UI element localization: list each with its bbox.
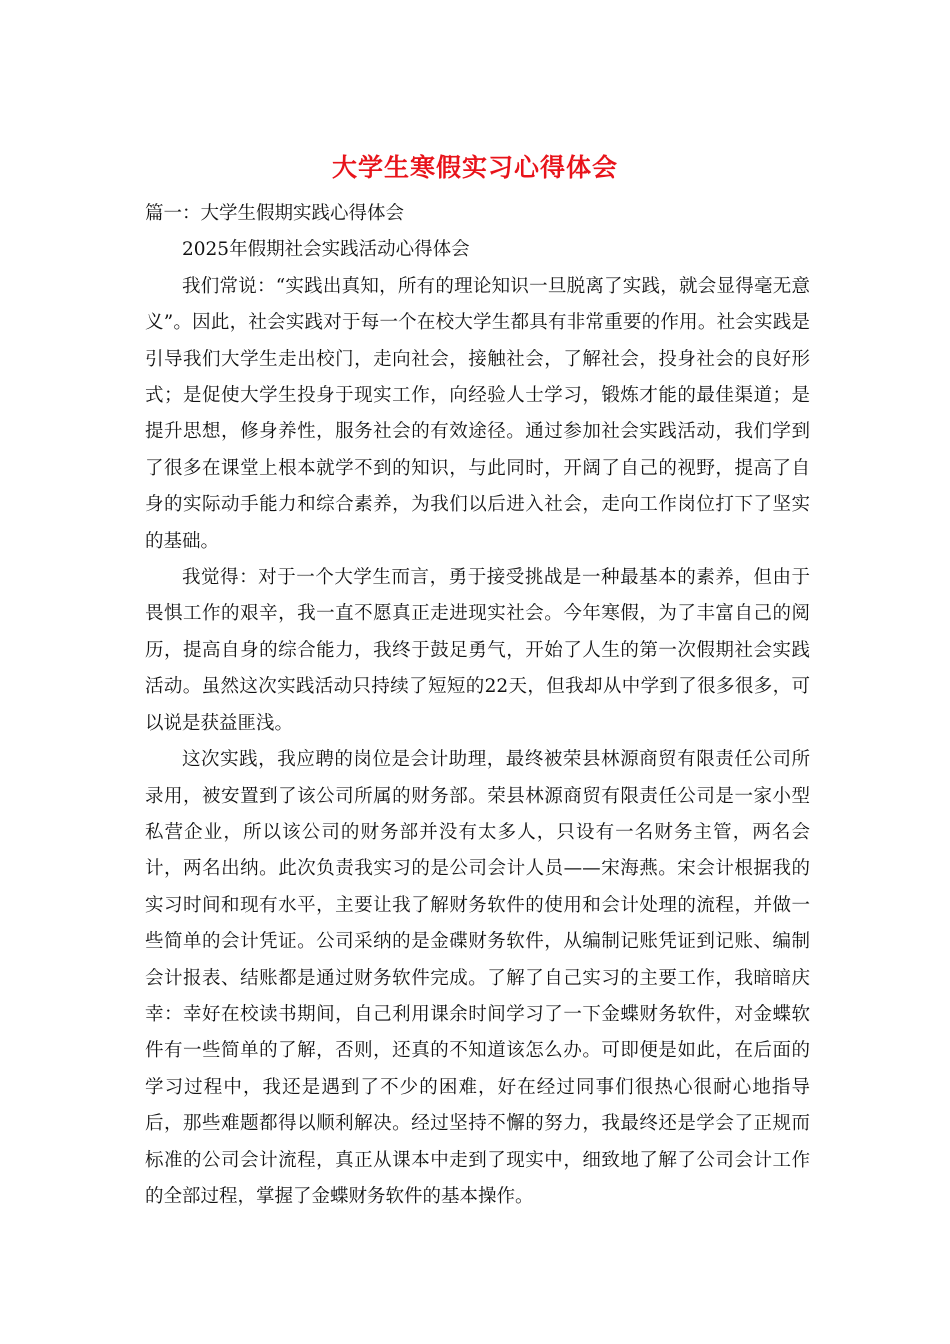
subtitle: 2025年假期社会实践活动心得体会 — [182, 239, 470, 261]
section-heading: 篇一：大学生假期实践心得体会 — [145, 203, 405, 224]
document-body — [145, 196, 810, 1215]
paragraph-2: 我觉得：对于一个大学生而言，勇于接受挑战是一种最基本的素养，但由于畏惧工作的艰辛，我一直不愿真正走进现实社会。今年寒假，为了丰富自己的阅历，提高自身的综合能力，我终于鼓足勇气，开始了人生的第一次假期社会实践活动。虽然这次实践活动只持续了短短的22天，但我却从中学到了很多很多，可以说是获益匪浅。 — [145, 567, 810, 734]
paragraph-3: 这次实践，我应聘的岗位是会计助理，最终被荣县林源商贸有限责任公司所录用，被安置到了该公司所属的财务部。荣县林源商贸有限责任公司是一家小型私营企业，所以该公司的财务部并没有太多人，只设有一名财务主管，两名会计，两名出纳。此次负责我实习的是公司会计人员——宋海燕。宋会计根据我的实习时间和现有水平，主要让我了解财务软件的使用和会计处理的流程，并做一些简单的会计凭证。公司采纳的是金碟财务软件，从编制记账凭证到记账、编制会计报表、结账都是通过财务软件完成。了解了自己实习的主要工作，我暗暗庆幸：幸好在校读书期间，自己利用课余时间学习了一下金蝶财务软件，对金蝶软件有一些简单的了解，否则，还真的不知道该怎么办。可即便是如此，在后面的学习过程中，我还是遇到了不少的困难，好在经过同事们很热心很耐心地指导后，那些难题都得以顺利解决。经过坚持不懈的努力，我最终还是学会了正规而标准的公司会计流程，真正从课本中走到了现实中，细致地了解了公司会计工作的全部过程，掌握了金蝶财务软件的基本操作。 — [145, 749, 810, 1207]
paragraph-1: 我们常说：“实践出真知，所有的理论知识一旦脱离了实践，就会显得毫无意义”。因此，社会实践对于每一个在校大学生都具有非常重要的作用。社会实践是引导我们大学生走出校门，走向社会，接触社会，了解社会，投身社会的良好形式；是促使大学生投身于现实工作，向经验人士学习，锻炼才能的最佳渠道；是提升思想，修身养性，服务社会的有效途径。通过参加社会实践活动，我们学到了很多在课堂上根本就学不到的知识，与此同时，开阔了自己的视野，提高了自身的实际动手能力和综合素养，为我们以后进入社会，走向工作岗位打下了坚实的基础。 — [145, 275, 810, 552]
document-title: 大学生寒假实习心得体会 — [331, 153, 618, 182]
